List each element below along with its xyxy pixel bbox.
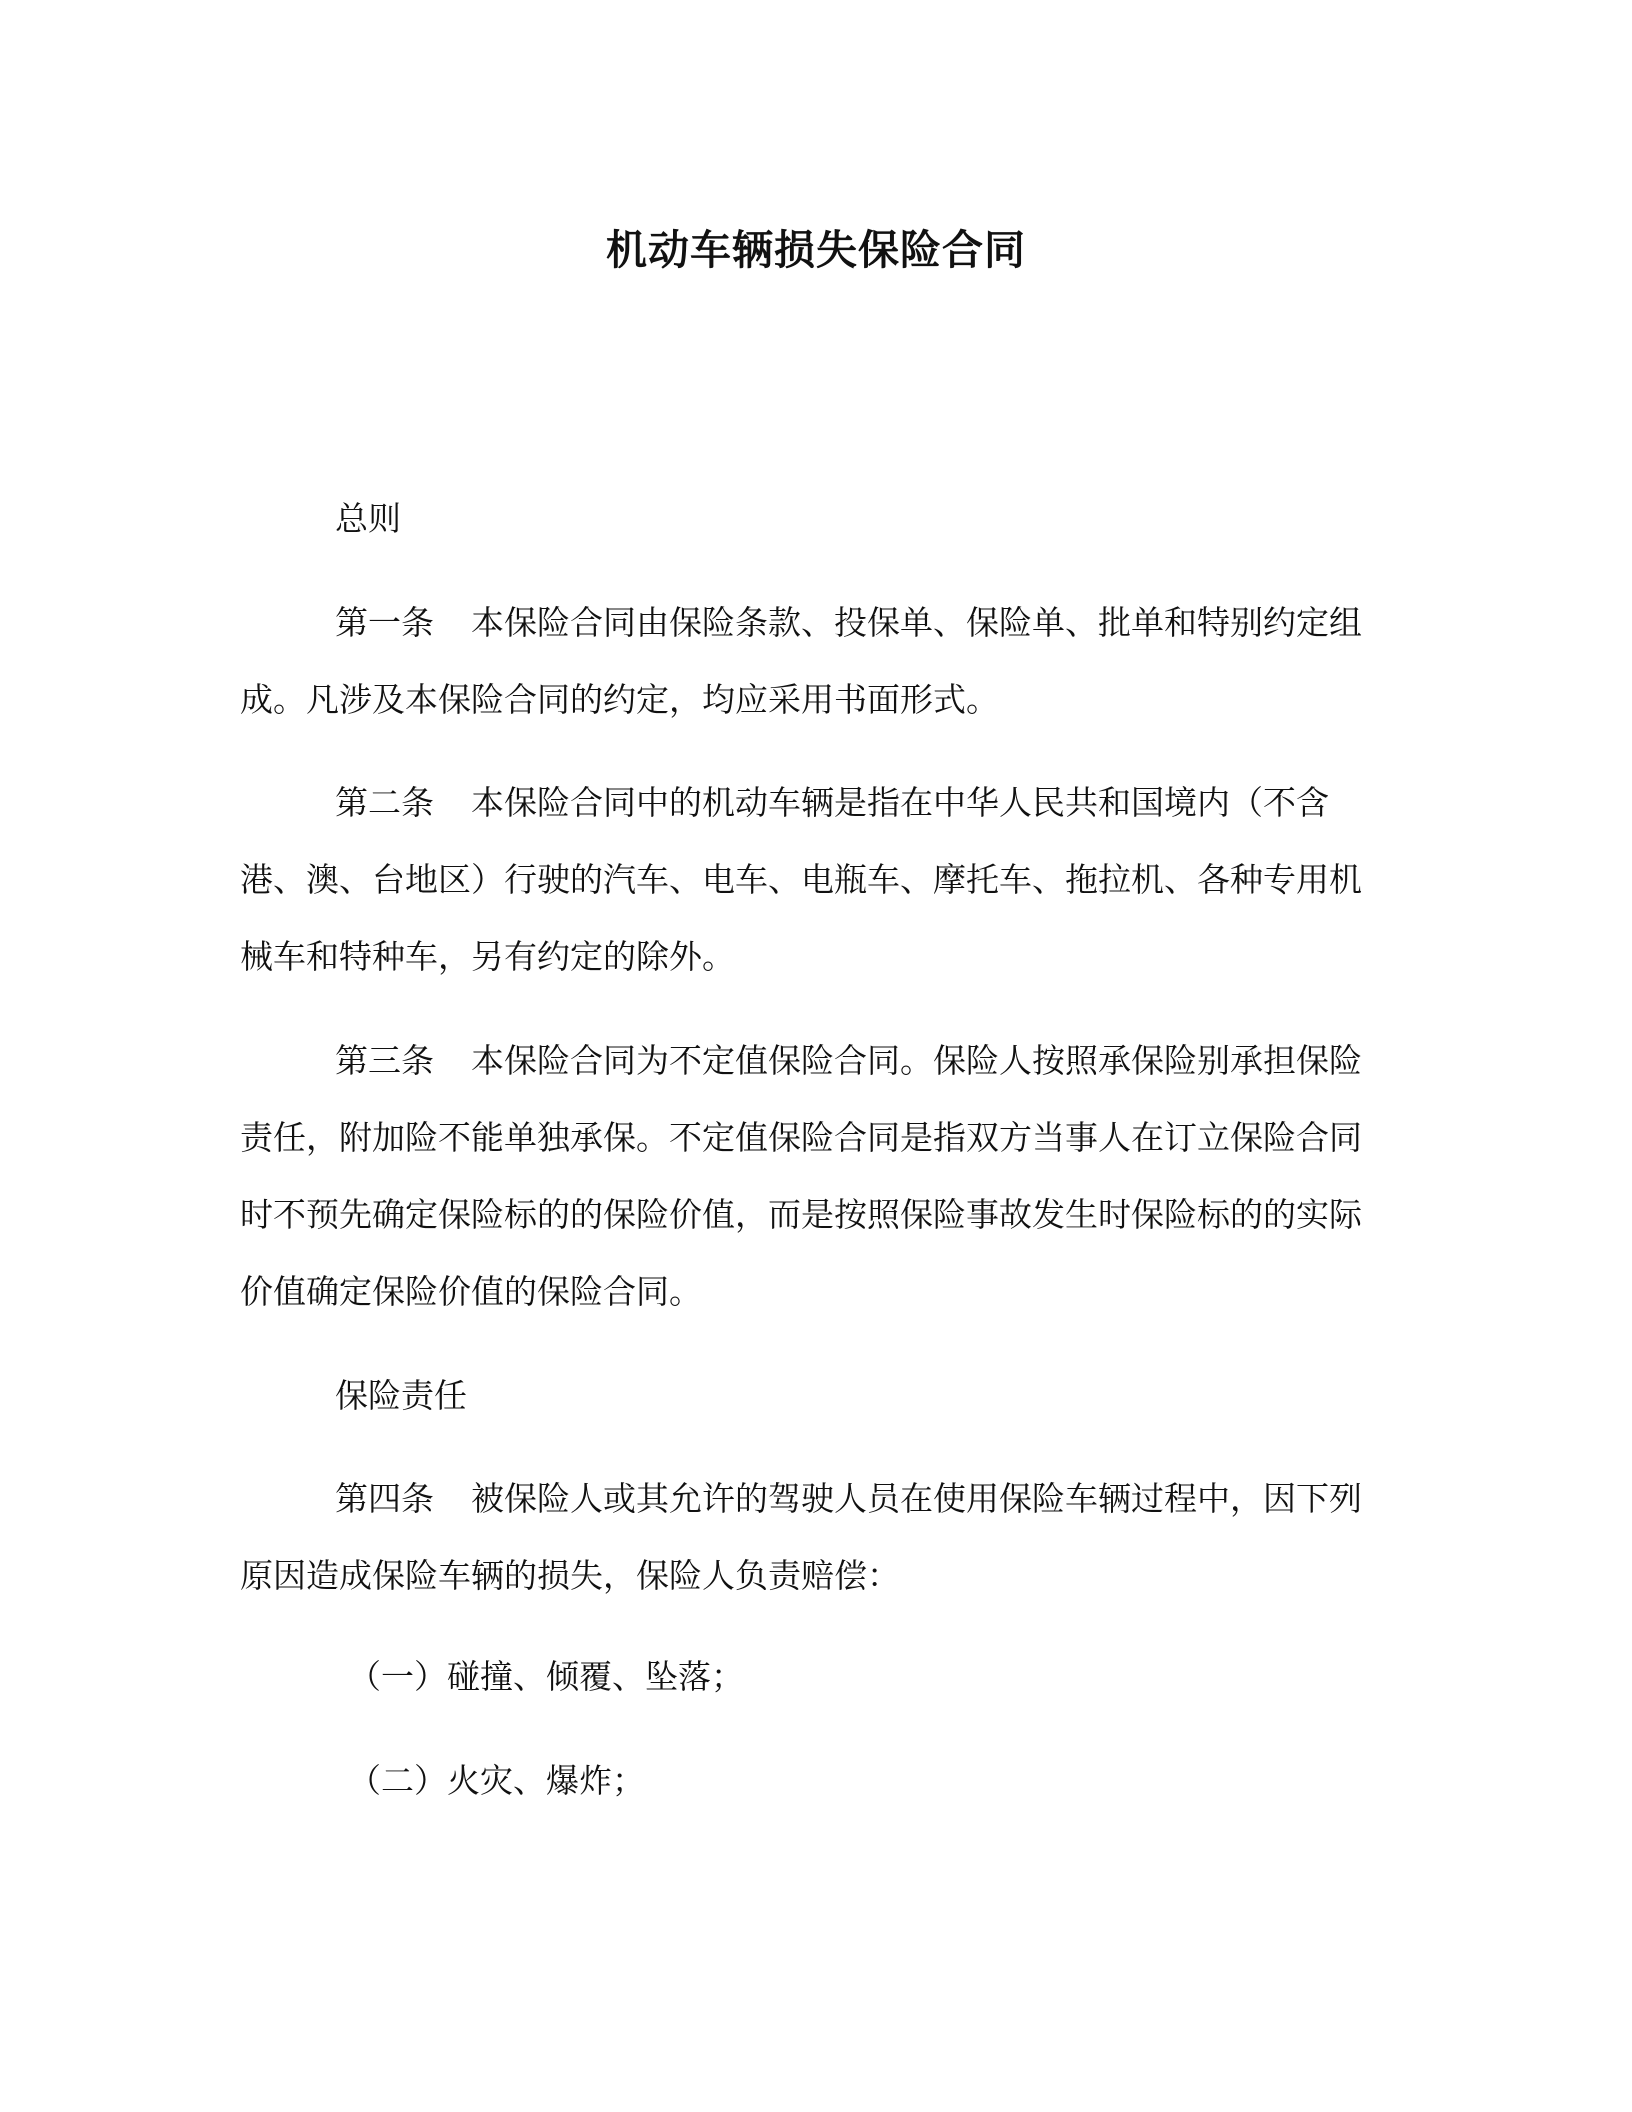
article-2	[240, 764, 1392, 995]
article-3	[240, 1022, 1392, 1330]
article-4-number: 第四条	[335, 1479, 434, 1518]
section-heading-general: 总则	[335, 499, 401, 538]
article-3-text: 本保险合同为不定值保险合同。保险人按照承保险别承担保险责任，附加险不能单独承保。不定值保险合同是指双方当事人在订立保险合同时不预先确定保险标的的保险价值，而是按照保险事故发生时保险标的的实际价值确定保险价值的保险合同。	[240, 1041, 1362, 1311]
document-title: 机动车辆损失保险合同	[606, 226, 1026, 274]
section-heading-liability: 保险责任	[335, 1376, 467, 1415]
article-1	[240, 584, 1392, 738]
article-1-text: 本保险合同由保险条款、投保单、保险单、批单和特别约定组成。凡涉及本保险合同的约定，均应采用书面形式。	[240, 603, 1362, 719]
list-item-2: （二）火灾、爆炸；	[348, 1761, 645, 1800]
article-4	[240, 1460, 1392, 1614]
article-3-number: 第三条	[335, 1041, 434, 1080]
article-2-text: 本保险合同中的机动车辆是指在中华人民共和国境内（不含港、澳、台地区）行驶的汽车、电车、电瓶车、摩托车、拖拉机、各种专用机械车和特种车，另有约定的除外。	[240, 783, 1362, 976]
article-1-number: 第一条	[335, 603, 434, 642]
article-2-number: 第二条	[335, 783, 434, 822]
article-4-text: 被保险人或其允许的驾驶人员在使用保险车辆过程中，因下列原因造成保险车辆的损失，保险人负责赔偿：	[240, 1479, 1362, 1595]
list-item-1: （一）碰撞、倾覆、坠落；	[348, 1657, 744, 1696]
